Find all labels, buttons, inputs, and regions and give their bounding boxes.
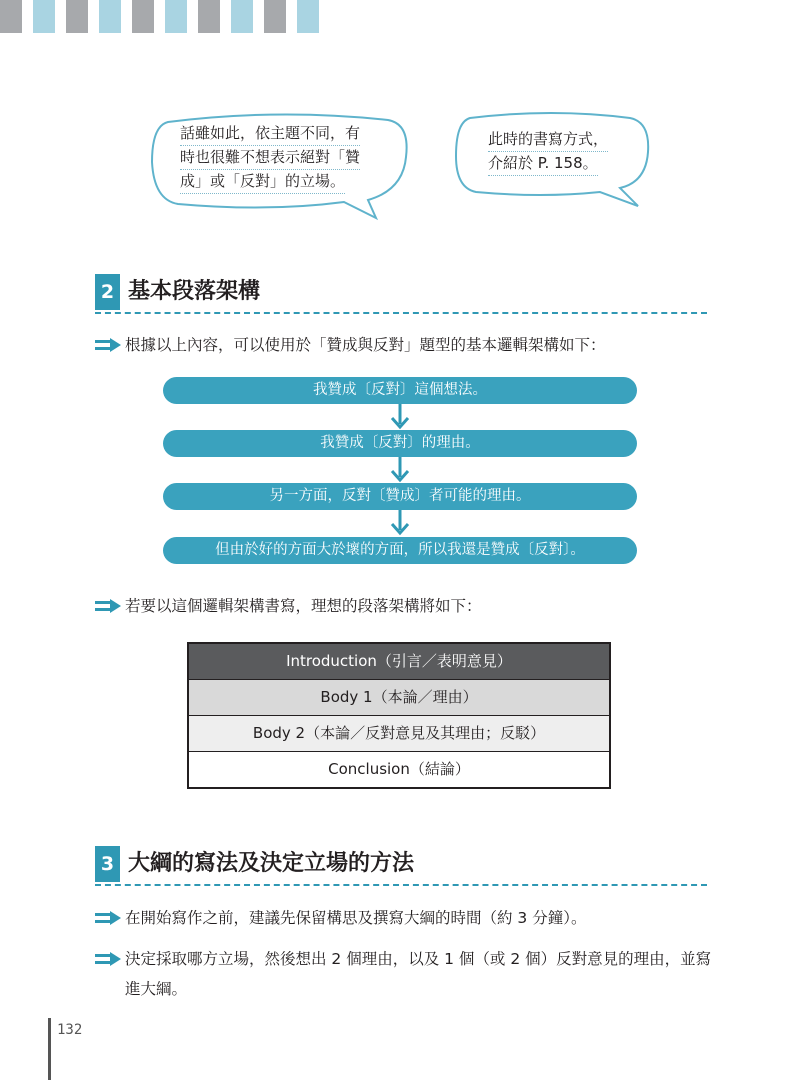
dashed-divider: [95, 884, 707, 886]
paragraph-structure-table: [187, 642, 611, 789]
bubble-left-line-1: 話雖如此，依主題不同，有: [180, 122, 360, 146]
bubble-right-line-1: 此時的書寫方式，: [488, 128, 608, 152]
structure-row-body-1: Body 1（本論／理由）: [189, 679, 609, 715]
page-number: 132: [57, 1022, 83, 1038]
section-title: 大綱的寫法及決定立場的方法: [128, 851, 415, 876]
speech-bubble-right: [452, 112, 652, 212]
down-arrow-icon: [390, 404, 410, 432]
double-arrow-icon: [95, 599, 121, 613]
section-number: 3: [95, 846, 120, 882]
structure-row-body-2: Body 2（本論／反對意見及其理由；反駁）: [189, 715, 609, 751]
bullet-text: 決定採取哪方立場，然後想出 2 個理由，以及 1 個（或 2 個）反對意見的理由，並寫進大綱。: [125, 950, 712, 998]
flow-step-1: 我贊成〔反對〕這個想法。: [163, 377, 637, 404]
section-2-heading: [95, 274, 707, 310]
bullet-text: 在開始寫作之前，建議先保留構思及撰寫大綱的時間（約 3 分鐘）。: [125, 909, 587, 927]
bullet-text: 根據以上內容，可以使用於「贊成與反對」題型的基本邏輯架構如下：: [125, 336, 606, 354]
bullet-item: [95, 944, 715, 1004]
section-number: 2: [95, 274, 120, 310]
bullet-text: 若要以這個邏輯架構書寫，理想的段落架構將如下：: [125, 597, 482, 615]
bullet-item: [95, 903, 715, 933]
structure-row-introduction: Introduction（引言／表明意見）: [189, 644, 609, 679]
down-arrow-icon: [390, 457, 410, 485]
page-number-rule: [48, 1018, 51, 1080]
bubble-right-line-2: 介紹於 P. 158。: [488, 152, 598, 176]
flow-step-4: 但由於好的方面大於壞的方面，所以我還是贊成〔反對〕。: [163, 537, 637, 564]
top-decoration-bar: [0, 0, 330, 33]
speech-bubble-left: [148, 112, 413, 222]
bubble-left-line-2: 時也很難不想表示絕對「贊: [180, 146, 360, 170]
structure-row-conclusion: Conclusion（結論）: [189, 751, 609, 787]
bullet-item: [95, 330, 715, 360]
bullet-item: [95, 591, 715, 621]
double-arrow-icon: [95, 911, 121, 925]
dashed-divider: [95, 312, 707, 314]
double-arrow-icon: [95, 338, 121, 352]
flow-step-2: 我贊成〔反對〕的理由。: [163, 430, 637, 457]
bubble-left-line-3: 成」或「反對」的立場。: [180, 170, 345, 194]
double-arrow-icon: [95, 952, 121, 966]
down-arrow-icon: [390, 510, 410, 538]
flow-step-3: 另一方面，反對〔贊成〕者可能的理由。: [163, 483, 637, 510]
section-3-heading: [95, 846, 707, 882]
section-title: 基本段落架構: [128, 279, 261, 304]
